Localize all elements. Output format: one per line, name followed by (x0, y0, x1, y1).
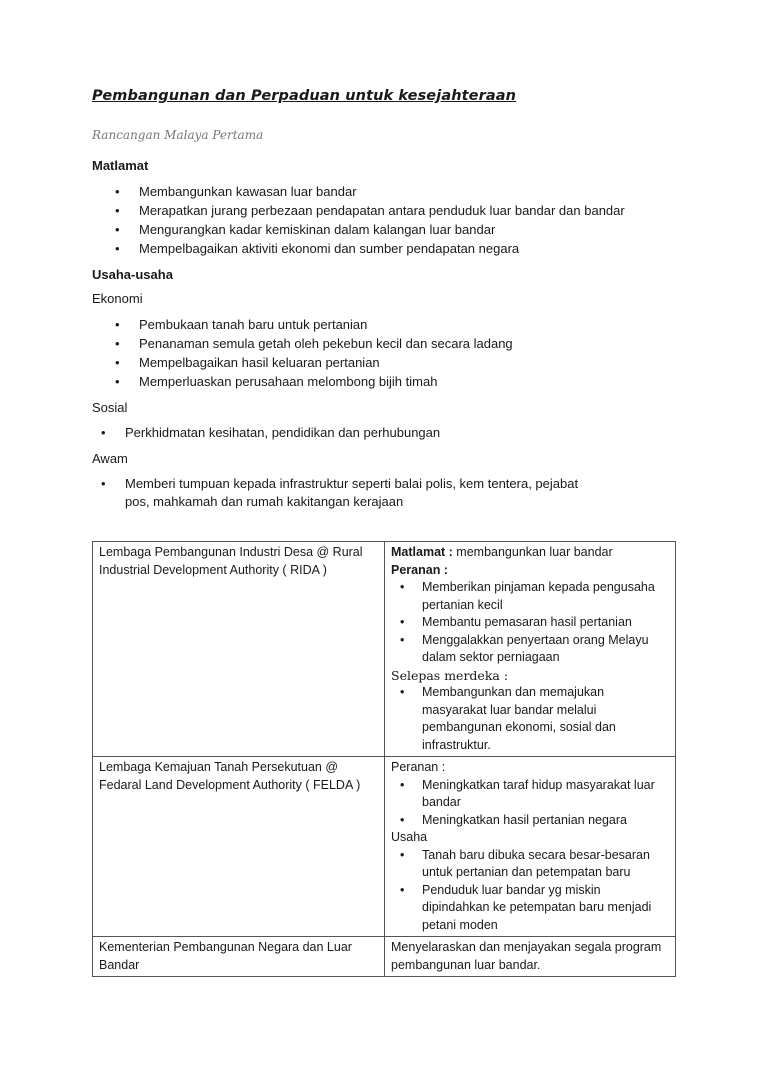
rida-detail-cell (385, 542, 676, 757)
felda-name: Lembaga Kemajuan Tanah Persekutuan @ Fedaral Land Development Authority ( FELDA ) (99, 760, 361, 792)
list-item: • Membangunkan dan memajukan masyarakat luar bandar melalui pembangunan ekonomi, sosial dan infrastruktur. (391, 684, 669, 754)
matlamat-list (92, 182, 682, 258)
list-item: • Membangunkan kawasan luar bandar (92, 182, 682, 201)
matlamat-heading: Matlamat (92, 158, 149, 173)
table-row (93, 542, 676, 757)
ekonomi-label: Ekonomi (92, 291, 143, 306)
felda-peranan-list (391, 777, 669, 830)
ekonomi-list (92, 315, 682, 391)
list-item: • Perkhidmatan kesihatan, pendidikan dan perhubungan (92, 424, 682, 442)
list-item: • Membantu pemasaran hasil pertanian (391, 614, 669, 632)
list-item: • Memberi tumpuan kepada infrastruktur seperti balai polis, kem tentera, pejabat pos, mahkamah dan rumah kakitangan kerajaan (92, 475, 595, 511)
kementerian-detail-cell (385, 937, 676, 977)
rida-matlamat (391, 544, 669, 562)
rida-name-cell (93, 542, 385, 757)
document-title: Pembangunan dan Perpaduan untuk kesejahteraan (92, 88, 517, 104)
awam-list (92, 475, 682, 511)
list-item: • Memperluaskan perusahaan melombong bijih timah (92, 372, 682, 391)
rida-matlamat-label: Matlamat : (391, 545, 453, 559)
felda-name-cell (93, 757, 385, 937)
list-item: • Penduduk luar bandar yg miskin dipindahkan ke petempatan baru menjadi petani moden (391, 882, 669, 935)
rida-selepas-label: Selepas merdeka : (391, 667, 509, 683)
document-subtitle: Rancangan Malaya Pertama (92, 128, 264, 142)
kementerian-name: Kementerian Pembangunan Negara dan Luar Bandar (99, 940, 352, 972)
table-row (93, 757, 676, 937)
list-item: • Memberikan pinjaman kepada pengusaha pertanian kecil (391, 579, 669, 614)
list-item: • Merapatkan jurang perbezaan pendapatan antara penduduk luar bandar dan bandar (92, 201, 682, 220)
rida-selepas-list (391, 684, 669, 754)
list-item: • Meningkatkan hasil pertanian negara (391, 812, 669, 830)
rida-peranan-list (391, 579, 669, 667)
usaha-heading: Usaha-usaha (92, 267, 173, 282)
felda-usaha-list (391, 847, 669, 935)
sosial-label: Sosial (92, 400, 128, 415)
felda-usaha-label: Usaha (391, 830, 428, 844)
awam-label: Awam (92, 451, 128, 466)
list-item: • Mengurangkan kadar kemiskinan dalam kalangan luar bandar (92, 220, 682, 239)
agency-table (92, 541, 676, 977)
kementerian-text: Menyelaraskan dan menjayakan segala program pembangunan luar bandar. (391, 940, 662, 972)
list-item: • Meningkatkan taraf hidup masyarakat luar bandar (391, 777, 669, 812)
kementerian-name-cell (93, 937, 385, 977)
sosial-list (92, 424, 682, 442)
list-item: • Menggalakkan penyertaan orang Melayu dalam sektor perniagaan (391, 632, 669, 667)
document-page (92, 88, 682, 520)
list-item: • Mempelbagaikan hasil keluaran pertanian (92, 353, 682, 372)
rida-name: Lembaga Pembangunan Industri Desa @ Rural Industrial Development Authority ( RIDA ) (99, 545, 363, 577)
felda-peranan-label: Peranan : (391, 760, 446, 774)
table-row (93, 937, 676, 977)
list-item: • Mempelbagaikan aktiviti ekonomi dan sumber pendapatan negara (92, 239, 682, 258)
felda-detail-cell (385, 757, 676, 937)
rida-peranan-label: Peranan : (391, 562, 448, 577)
list-item: • Pembukaan tanah baru untuk pertanian (92, 315, 682, 334)
list-item: • Penanaman semula getah oleh pekebun kecil dan secara ladang (92, 334, 682, 353)
list-item: • Tanah baru dibuka secara besar-besaran untuk pertanian dan petempatan baru (391, 847, 669, 882)
rida-matlamat-text: membangunkan luar bandar (452, 545, 613, 559)
